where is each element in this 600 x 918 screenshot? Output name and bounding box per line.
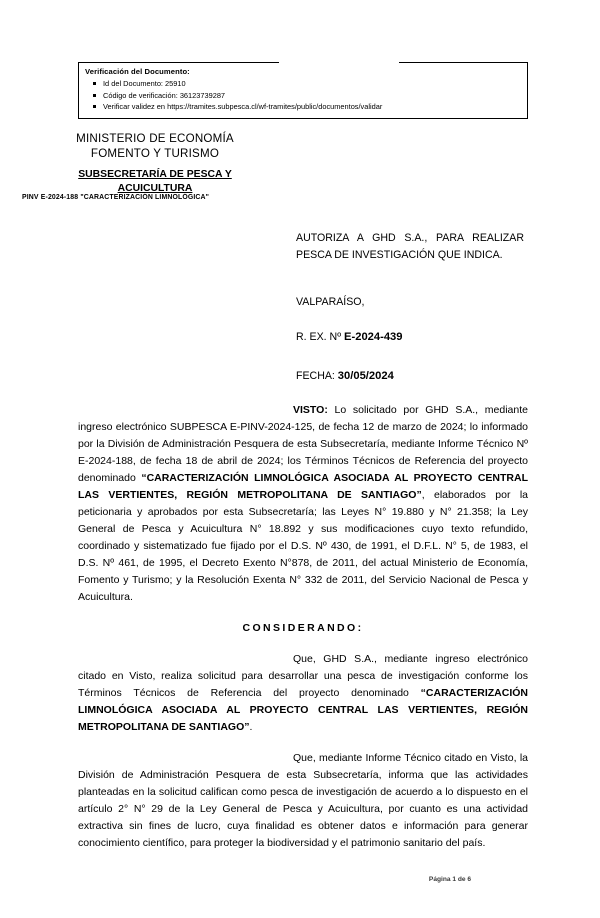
visto-label: VISTO: [293, 404, 328, 416]
verification-item-document-id: Id del Documento: 25910 [103, 78, 521, 89]
considerando-1-project-title: “CARACTERIZACIÓN LIMNOLÓGICA ASOCIADA AL PROYECTO CENTRAL LAS VERTIENTES, REGIÓN METROPOLITANA DE SANTIAGO” [78, 687, 528, 733]
verification-item-url: Verificar validez en https://tramites.subpesca.cl/wf-tramites/public/documentos/validar [103, 101, 521, 112]
considerando-heading: CONSIDERANDO: [242, 622, 364, 634]
visto-text-b: , elaborados por la peticionaria y aprobados por esta Subsecretaría; las Leyes N° 19.880 y N° 21.358; la Ley General de Pesca y Acuicultura N° 18.892 y sus modificaciones cuyo texto refundido, coordinado y sistematizado fue fijado por el D.S. Nº 430, de 1991, el D.F.L. N° 5, de 1983, el D.S. Nº 461, de 1995, el Decreto Exento N°878, de 2011, del actual Ministerio de Economía, Fomento y Turismo; y la Resolución Exenta N° 332 de 2011, del Servicio Nacional de Pesca y Acuicultura. [78, 489, 528, 603]
page-number-label: Página 1 de 6 [428, 876, 472, 883]
visto-paragraph [78, 402, 528, 606]
verification-list [85, 78, 521, 112]
document-body [78, 402, 528, 866]
considerando-2-text: Que, mediante Informe Técnico citado en Visto, la División de Administración Pesquera de esta Subsecretaría, informa que las actividades planteadas en la solicitud califican como pesca de investigación de acuerdo a lo dispuesto en el artículo 2° N° 29 de la Ley General de Pesca y Acuicultura, por cuanto es una actividad extractiva sin fines de lucro, cuya finalidad es obtener datos e información para generar conocimiento científico, para proteger la biodiversidad y el patrimonio sanitario del país. [78, 752, 528, 849]
verification-box [78, 62, 528, 119]
considerando-1-text-a: Que, GHD S.A., mediante ingreso electrónico citado en Visto, realiza solicitud para desarrollar una pesca de investigación conforme los Términos Técnicos de Referencia del proyecto denominado [78, 653, 528, 699]
verification-item-code: Código de verificación: 36123739287 [103, 90, 521, 101]
considerando-paragraph-2 [78, 750, 528, 852]
considerando-paragraph-1 [78, 651, 528, 736]
resolution-number-label: R. EX. Nº [296, 331, 345, 343]
ministry-header [40, 132, 270, 162]
project-reference-line: PINV E-2024-188 "CARACTERIZACIÓN LIMNOLÓGICA" [22, 194, 210, 201]
resolution-number-line [296, 331, 403, 343]
resolution-number-value: E-2024-439 [344, 331, 403, 343]
ministry-line-1: MINISTERIO DE ECONOMÍA [76, 132, 234, 145]
resolution-date-line [296, 370, 394, 382]
page-footer [0, 876, 600, 883]
resolution-date-label: FECHA: [296, 370, 338, 382]
resolution-place: VALPARAÍSO, [296, 296, 365, 308]
visto-project-title: “CARACTERIZACIÓN LIMNOLÓGICA ASOCIADA AL PROYECTO CENTRAL LAS VERTIENTES, REGIÓN METROPOLITANA DE SANTIAGO” [78, 472, 528, 501]
resolution-subject: AUTORIZA A GHD S.A., PARA REALIZAR PESCA DE INVESTIGACIÓN QUE INDICA. [296, 232, 524, 262]
considerando-1-text-b: . [249, 721, 253, 733]
resolution-subject-block [296, 230, 524, 265]
verification-title: Verificación del Documento: [85, 67, 190, 76]
visto-text-a: Lo solicitado por GHD S.A., mediante ingreso electrónico SUBPESCA E-PINV-2024-125, de fecha 12 de marzo de 2024; lo informado por la División de Administración Pesquera de esta Subsecretaría, mediante Informe Técnico Nº E-2024-188, de fecha 18 de abril de 2024; los Términos Técnicos de Referencia del proyecto denominado [78, 404, 528, 484]
ministry-line-2: FOMENTO Y TURISMO [90, 146, 220, 160]
resolution-date-value: 30/05/2024 [337, 370, 394, 382]
subsecretaria-heading: SUBSECRETARÍA DE PESCA Y ACUICULTURA [78, 169, 232, 194]
